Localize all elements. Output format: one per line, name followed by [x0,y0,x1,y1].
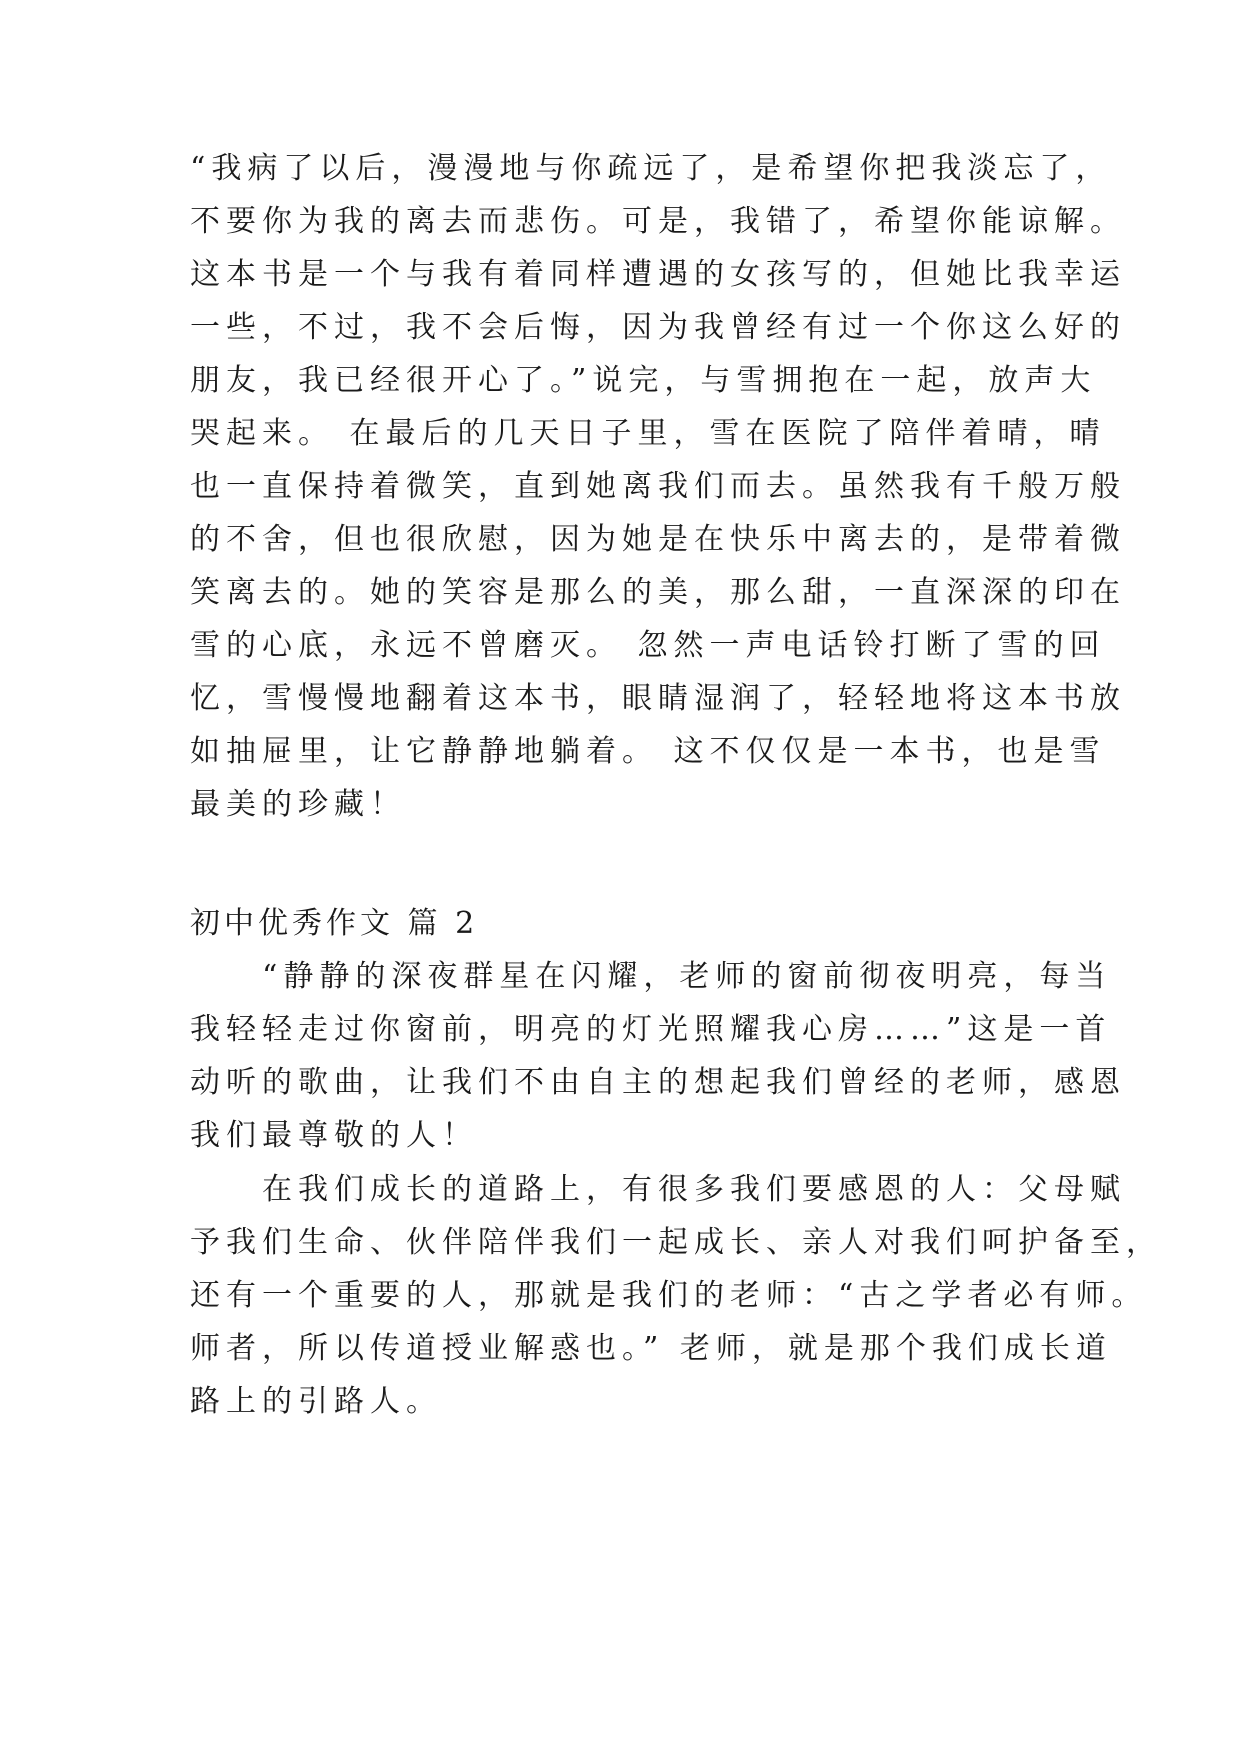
text-line: 我轻轻走过你窗前，明亮的灯光照耀我心房……”这是一首 [190,1012,1112,1047]
text-line: 的不舍，但也很欣慰，因为她是在快乐中离去的，是带着微 [190,522,1126,557]
text-line: 也一直保持着微笑，直到她离我们而去。虽然我有千般万般 [190,469,1126,504]
text-line: 朋友，我已经很开心了。”说完，与雪拥抱在一起，放声大 [190,363,1097,398]
text-line: 雪的心底，永远不曾磨灭。 忽然一声电话铃打断了雪的回 [190,628,1106,663]
text-line: 不要你为我的离去而悲伤。可是，我错了，希望你能谅解。 [190,204,1126,239]
text-line: 在我们成长的道路上，有很多我们要感恩的人：父母赋 [190,1172,1126,1207]
text-line: 最美的珍藏！ [190,787,406,822]
section-heading: 初中优秀作文 篇 2 [190,906,479,941]
text-line: “我病了以后，漫漫地与你疏远了，是希望你把我淡忘了， [190,151,1112,186]
text-line: 还有一个重要的人，那就是我们的老师：“古之学者必有师。 [190,1278,1148,1313]
text-line: 动听的歌曲，让我们不由自主的想起我们曾经的老师，感恩 [190,1065,1126,1100]
text-line: 路上的引路人。 [190,1384,442,1419]
text-line: 师者，所以传道授业解惑也。” 老师，就是那个我们成长道 [190,1331,1112,1366]
text-line: “静静的深夜群星在闪耀，老师的窗前彻夜明亮，每当 [190,959,1112,994]
text-line: 我们最尊敬的人！ [190,1118,478,1153]
text-line: 哭起来。 在最后的几天日子里，雪在医院了陪伴着晴，晴 [190,416,1106,451]
text-line: 予我们生命、伙伴陪伴我们一起成长、亲人对我们呵护备至， [190,1225,1162,1260]
text-line: 笑离去的。她的笑容是那么的美，那么甜，一直深深的印在 [190,575,1126,610]
text-line: 忆，雪慢慢地翻着这本书，眼睛湿润了，轻轻地将这本书放 [190,681,1126,716]
text-line: 这本书是一个与我有着同样遭遇的女孩写的，但她比我幸运 [190,257,1126,292]
text-line: 如抽屉里，让它静静地躺着。 这不仅仅是一本书，也是雪 [190,734,1106,769]
text-line: 一些，不过，我不会后悔，因为我曾经有过一个你这么好的 [190,310,1126,345]
